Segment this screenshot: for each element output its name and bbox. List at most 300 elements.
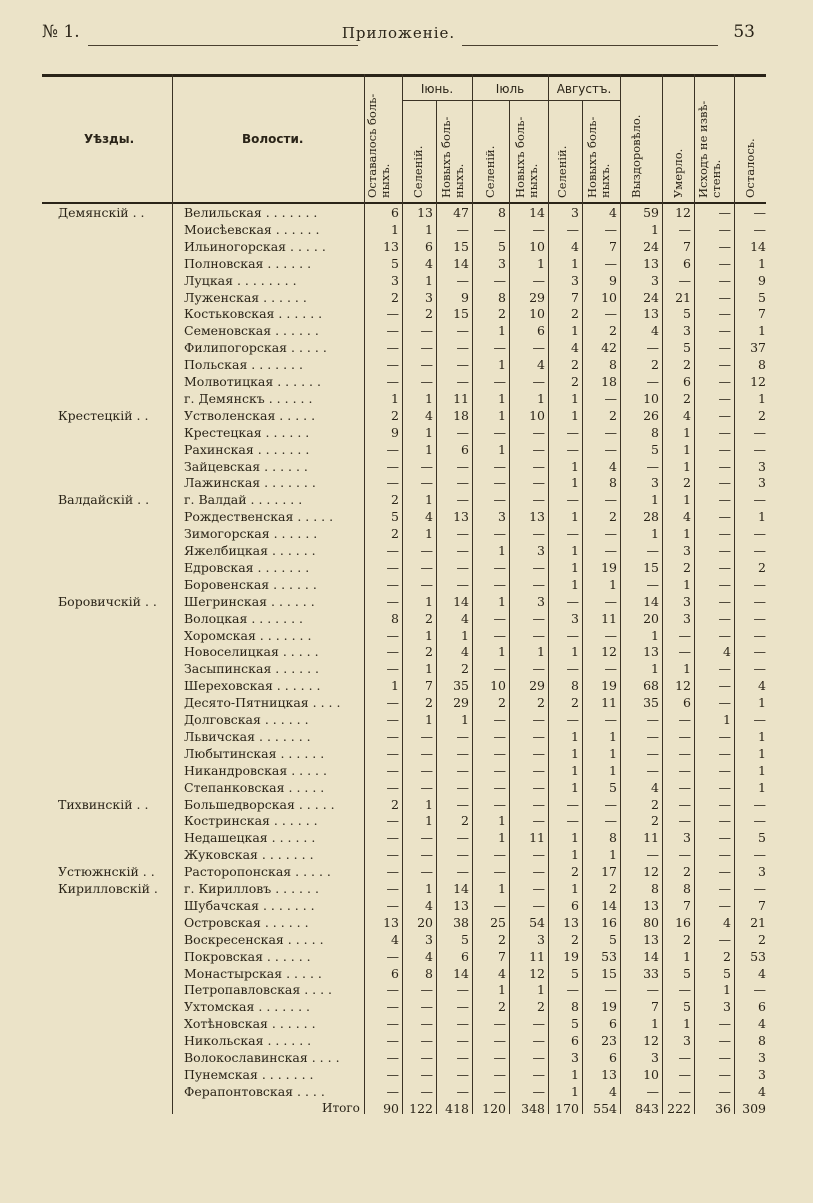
cell-value: — [646, 762, 659, 778]
cell-value: — [493, 272, 506, 288]
cell-value: — [753, 813, 766, 829]
cell-value: — [753, 712, 766, 727]
cell-value: — [678, 779, 691, 795]
table-row [42, 1032, 766, 1049]
table-row [42, 745, 766, 762]
cell-value: — [420, 1016, 433, 1032]
month-june: Іюнь. [420, 82, 454, 96]
table-row [42, 948, 766, 965]
cell-value: — [386, 813, 399, 829]
cell-value: — [678, 221, 691, 237]
cell-value: 13 [417, 205, 433, 220]
cell-value: — [493, 424, 506, 440]
cell-value: — [604, 543, 617, 558]
cell-value: — [532, 221, 545, 237]
cell-value: — [493, 576, 506, 592]
cell-value: 3 [683, 1033, 691, 1049]
cell-value: 2 [651, 796, 659, 812]
cell-value: 7 [425, 678, 433, 694]
volost-name: Лажинская . . . . . . . [184, 475, 316, 491]
cell-value: — [753, 593, 766, 609]
volost-name: Воскресенская . . . . . [184, 931, 324, 947]
cell-value: — [718, 441, 731, 457]
cell-value: — [493, 221, 506, 237]
cell-value: — [718, 1033, 731, 1049]
cell-value: 1 [609, 762, 617, 778]
cell-value: 38 [453, 914, 469, 930]
cell-value: — [678, 745, 691, 761]
cell-value: — [386, 441, 399, 457]
volost-name: Ферапонтовская . . . . [184, 1083, 325, 1099]
cell-value: — [753, 644, 766, 660]
cell-value: — [420, 559, 433, 575]
cell-value: 29 [529, 289, 545, 305]
cell-value: 2 [571, 306, 579, 322]
cell-value: 1 [537, 982, 545, 998]
cell-value: — [420, 1050, 433, 1065]
cell-value: 1 [571, 559, 579, 575]
cell-value: 13 [643, 644, 659, 660]
volost-name: Волокославинская . . . . [184, 1050, 340, 1065]
col-novykh-july: Новыхъ боль-ныхъ. [513, 116, 540, 198]
cell-value: 2 [571, 374, 579, 389]
cell-value: — [718, 745, 731, 761]
table-row [42, 305, 766, 322]
col-vyzdorovelo: Выздоровѣло. [629, 114, 643, 198]
cell-value: 5 [723, 965, 731, 981]
cell-value: — [678, 1083, 691, 1099]
cell-value: 4 [537, 357, 545, 373]
cell-value: — [604, 627, 617, 643]
cell-value: 1 [571, 644, 579, 660]
cell-value: 11 [643, 830, 659, 846]
cell-value: 1 [571, 779, 579, 795]
cell-value: 13 [453, 509, 469, 525]
cell-value: 1 [425, 272, 433, 288]
cell-value: 3 [758, 1066, 766, 1082]
uezd-name: Устюжнскій . . [58, 864, 155, 880]
cell-value: 1 [683, 576, 691, 592]
cell-value: 5 [571, 965, 579, 981]
volost-name: Устволенская . . . . . [184, 407, 316, 423]
cell-value: — [532, 779, 545, 795]
cell-value: 2 [609, 407, 617, 423]
table-row [42, 542, 766, 559]
cell-value: 1 [425, 813, 433, 829]
table-row [42, 390, 766, 407]
table-row [42, 238, 766, 255]
cell-value: — [753, 982, 766, 998]
cell-value: 2 [391, 289, 399, 305]
cell-value: — [456, 745, 469, 761]
cell-value: 4 [571, 238, 579, 254]
table-row [42, 424, 766, 441]
cell-value: 26 [643, 407, 659, 423]
cell-value: — [678, 982, 691, 998]
table-row [42, 914, 766, 931]
cell-value: — [386, 458, 399, 474]
cell-value: — [532, 272, 545, 288]
cell-value: 6 [391, 965, 399, 981]
cell-value: — [456, 1033, 469, 1049]
cell-value: 2 [425, 306, 433, 322]
cell-value: — [456, 830, 469, 846]
volost-name: Филипогорская . . . . . [184, 340, 327, 356]
cell-value: — [566, 982, 579, 998]
cell-value: — [532, 1050, 545, 1065]
table-row [42, 272, 766, 289]
cell-value: 5 [683, 340, 691, 356]
cell-value: — [386, 1016, 399, 1032]
cell-value: 3 [758, 1050, 766, 1065]
cell-value: — [678, 1050, 691, 1065]
cell-value: 2 [498, 931, 506, 947]
cell-value: — [456, 221, 469, 237]
cell-value: 7 [758, 897, 766, 913]
cell-value: 1 [571, 475, 579, 491]
volost-name: г. Валдай . . . . . . . [184, 492, 303, 508]
table-row [42, 525, 766, 542]
cell-value: 2 [609, 881, 617, 896]
cell-value: 1 [498, 830, 506, 846]
volost-name: Покровская . . . . . . [184, 948, 311, 964]
cell-value: 3 [683, 543, 691, 558]
cell-value: 19 [601, 999, 617, 1015]
volost-name: Костринская . . . . . . [184, 813, 318, 829]
cell-value: 4 [425, 509, 433, 525]
cell-value: 2 [758, 559, 766, 575]
cell-value: 53 [750, 948, 766, 964]
cell-value: 42 [601, 340, 617, 356]
cell-value: — [718, 1016, 731, 1032]
cell-value: — [493, 1016, 506, 1032]
cell-value: — [386, 559, 399, 575]
cell-value: 7 [758, 306, 766, 322]
header-rule-right [462, 45, 718, 46]
total-value: 120 [482, 1100, 506, 1116]
cell-value: — [493, 458, 506, 474]
cell-value: 1 [609, 847, 617, 863]
table-row [42, 373, 766, 390]
cell-value: 13 [529, 509, 545, 525]
cell-value: — [386, 695, 399, 711]
cell-value: — [493, 1066, 506, 1082]
cell-value: 5 [651, 441, 659, 457]
cell-value: — [493, 728, 506, 744]
cell-value: — [604, 221, 617, 237]
cell-value: 6 [537, 323, 545, 339]
cell-value: — [456, 796, 469, 812]
cell-value: 10 [490, 678, 506, 694]
cell-value: 24 [643, 289, 659, 305]
cell-value: — [753, 796, 766, 812]
cell-value: 8 [571, 678, 579, 694]
cell-value: 1 [683, 948, 691, 964]
cell-value: 10 [643, 1066, 659, 1082]
cell-value: — [420, 323, 433, 339]
cell-value: — [532, 475, 545, 491]
cell-value: 1 [651, 526, 659, 542]
cell-value: — [532, 661, 545, 677]
cell-value: — [753, 543, 766, 558]
table-row [42, 204, 766, 221]
cell-value: — [604, 492, 617, 508]
cell-value: 1 [498, 323, 506, 339]
volost-name: Шегринская . . . . . . [184, 593, 315, 609]
cell-value: 8 [651, 881, 659, 896]
cell-value: — [456, 999, 469, 1015]
cell-value: — [532, 847, 545, 863]
cell-value: 2 [609, 323, 617, 339]
cell-value: — [718, 864, 731, 880]
cell-value: 1 [683, 1016, 691, 1032]
cell-value: — [386, 864, 399, 880]
cell-value: 3 [571, 1050, 579, 1065]
cell-value: 1 [571, 745, 579, 761]
cell-value: 1 [391, 678, 399, 694]
cell-value: 3 [683, 830, 691, 846]
cell-value: 5 [461, 931, 469, 947]
cell-value: — [718, 897, 731, 913]
cell-value: 5 [683, 306, 691, 322]
cell-value: — [386, 627, 399, 643]
cell-value: — [718, 357, 731, 373]
cell-value: 1 [571, 390, 579, 406]
cell-value: 15 [643, 559, 659, 575]
volost-name: Зимогорская . . . . . . [184, 526, 318, 542]
cell-value: 1 [651, 661, 659, 677]
cell-value: 1 [571, 543, 579, 558]
cell-value: 1 [425, 881, 433, 896]
month-underline [402, 100, 620, 101]
cell-value: 8 [498, 289, 506, 305]
cell-value: — [604, 712, 617, 727]
cell-value: 5 [683, 965, 691, 981]
cell-value: 11 [529, 948, 545, 964]
cell-value: — [386, 323, 399, 339]
cell-value: — [718, 526, 731, 542]
cell-value: 1 [758, 695, 766, 711]
cell-value: 8 [609, 830, 617, 846]
cell-value: 6 [609, 1050, 617, 1065]
volost-name: Хоромская . . . . . . . [184, 627, 312, 643]
cell-value: 3 [425, 289, 433, 305]
cell-value: 11 [601, 610, 617, 626]
col-ostavalos: Оставалось боль-ныхъ. [365, 93, 392, 198]
cell-value: 17 [601, 864, 617, 880]
cell-value: — [753, 424, 766, 440]
cell-value: 6 [683, 255, 691, 271]
cell-value: — [456, 526, 469, 542]
cell-value: — [718, 678, 731, 694]
cell-value: — [718, 661, 731, 677]
cell-value: 13 [383, 914, 399, 930]
cell-value: — [456, 272, 469, 288]
cell-value: — [386, 306, 399, 322]
cell-value: 1 [758, 323, 766, 339]
cell-value: — [493, 492, 506, 508]
cell-value: 3 [651, 272, 659, 288]
cell-value: 1 [651, 221, 659, 237]
cell-value: 1 [425, 441, 433, 457]
cell-value: — [456, 323, 469, 339]
cell-value: 10 [529, 306, 545, 322]
cell-value: 2 [391, 492, 399, 508]
cell-value: 1 [391, 390, 399, 406]
cell-value: — [386, 948, 399, 964]
cell-value: — [420, 458, 433, 474]
table-row [42, 610, 766, 627]
cell-value: 14 [643, 948, 659, 964]
cell-value: 3 [758, 864, 766, 880]
cell-value: 3 [651, 475, 659, 491]
cell-value: 1 [683, 441, 691, 457]
cell-value: — [493, 779, 506, 795]
cell-value: 6 [683, 374, 691, 389]
cell-value: — [532, 627, 545, 643]
table-row [42, 474, 766, 491]
cell-value: — [532, 813, 545, 829]
cell-value: — [420, 576, 433, 592]
cell-value: 2 [461, 661, 469, 677]
cell-value: — [753, 526, 766, 542]
cell-value: — [456, 1083, 469, 1099]
cell-value: 47 [453, 205, 469, 220]
volost-name: Полновская . . . . . . [184, 255, 312, 271]
volost-name: Львичская . . . . . . . [184, 728, 311, 744]
volost-name: Луцкая . . . . . . . . [184, 272, 297, 288]
cell-value: 10 [529, 238, 545, 254]
cell-value: 1 [683, 526, 691, 542]
volost-name: Волоцкая . . . . . . . [184, 610, 303, 626]
cell-value: — [386, 881, 399, 896]
cell-value: 2 [571, 357, 579, 373]
cell-value: — [420, 728, 433, 744]
volost-name: г. Демянскъ . . . . . . [184, 390, 313, 406]
table-row [42, 779, 766, 796]
cell-value: — [532, 576, 545, 592]
table-row [42, 1066, 766, 1083]
cell-value: 2 [758, 407, 766, 423]
cell-value: 14 [453, 593, 469, 609]
cell-value: — [493, 796, 506, 812]
cell-value: — [604, 441, 617, 457]
cell-value: 1 [683, 492, 691, 508]
cell-value: 3 [537, 543, 545, 558]
cell-value: 5 [391, 255, 399, 271]
cell-value: 28 [643, 509, 659, 525]
cell-value: 3 [758, 458, 766, 474]
cell-value: — [386, 728, 399, 744]
cell-value: — [493, 745, 506, 761]
volost-name: Засыпинская . . . . . . [184, 661, 320, 677]
cell-value: 2 [651, 357, 659, 373]
col-seleniy-july: Селеній. [483, 145, 497, 198]
cell-value: — [718, 779, 731, 795]
cell-value: 1 [537, 390, 545, 406]
col-novykh-august: Новыхъ боль-ныхъ. [585, 116, 612, 198]
cell-value: 7 [609, 238, 617, 254]
cell-value: 11 [529, 830, 545, 846]
cell-value: — [646, 728, 659, 744]
cell-value: 1 [425, 526, 433, 542]
table-row [42, 221, 766, 238]
uezd-name: Валдайскій . . [58, 492, 150, 508]
cell-value: — [532, 526, 545, 542]
cell-value: 6 [571, 897, 579, 913]
cell-value: — [718, 762, 731, 778]
cell-value: 1 [461, 712, 469, 727]
col-seleniy-june: Селеній. [411, 145, 425, 198]
uezd-name: Демянскій . . [58, 205, 145, 220]
cell-value: 14 [529, 205, 545, 220]
cell-value: — [678, 272, 691, 288]
cell-value: 13 [563, 914, 579, 930]
cell-value: — [456, 982, 469, 998]
cell-value: 3 [683, 610, 691, 626]
volost-name: Крестецкая . . . . . . [184, 424, 310, 440]
table-row [42, 829, 766, 846]
cell-value: 1 [758, 762, 766, 778]
cell-value: 1 [609, 576, 617, 592]
cell-value: — [718, 830, 731, 846]
cell-value: 2 [723, 948, 731, 964]
cell-value: — [566, 593, 579, 609]
cell-value: 4 [461, 610, 469, 626]
cell-value: — [420, 999, 433, 1015]
cell-value: 8 [651, 424, 659, 440]
cell-value: — [532, 492, 545, 508]
cell-value: 4 [425, 897, 433, 913]
cell-value: 6 [461, 441, 469, 457]
cell-value: — [646, 982, 659, 998]
volost-name: Долговская . . . . . . [184, 712, 309, 727]
table-row [42, 289, 766, 306]
cell-value: — [456, 576, 469, 592]
total-value: 170 [555, 1100, 579, 1116]
total-value: 222 [667, 1100, 691, 1116]
cell-value: 4 [609, 458, 617, 474]
cell-value: 18 [453, 407, 469, 423]
cell-value: 14 [453, 965, 469, 981]
cell-value: — [718, 695, 731, 711]
cell-value: — [493, 762, 506, 778]
cell-value: — [566, 441, 579, 457]
cell-value: 1 [758, 745, 766, 761]
cell-value: — [753, 205, 766, 220]
volost-name: Яжелбицкая . . . . . . [184, 543, 316, 558]
cell-value: 3 [571, 205, 579, 220]
uezd-name: Боровичскій . . [58, 593, 157, 609]
volost-name: Моисѣевская . . . . . . [184, 221, 320, 237]
cell-value: 4 [609, 205, 617, 220]
cell-value: 1 [571, 407, 579, 423]
cell-value: — [386, 475, 399, 491]
volost-name: Шереховская . . . . . . [184, 678, 321, 694]
cell-value: 1 [683, 424, 691, 440]
total-value: 843 [635, 1100, 659, 1116]
cell-value: 3 [683, 593, 691, 609]
cell-value: 6 [758, 999, 766, 1015]
cell-value: — [678, 796, 691, 812]
cell-value: — [493, 661, 506, 677]
cell-value: 1 [651, 627, 659, 643]
cell-value: — [753, 441, 766, 457]
volost-name: Хотѣновская . . . . . . [184, 1016, 316, 1032]
cell-value: — [493, 847, 506, 863]
cell-value: 5 [758, 830, 766, 846]
cell-value: 13 [383, 238, 399, 254]
